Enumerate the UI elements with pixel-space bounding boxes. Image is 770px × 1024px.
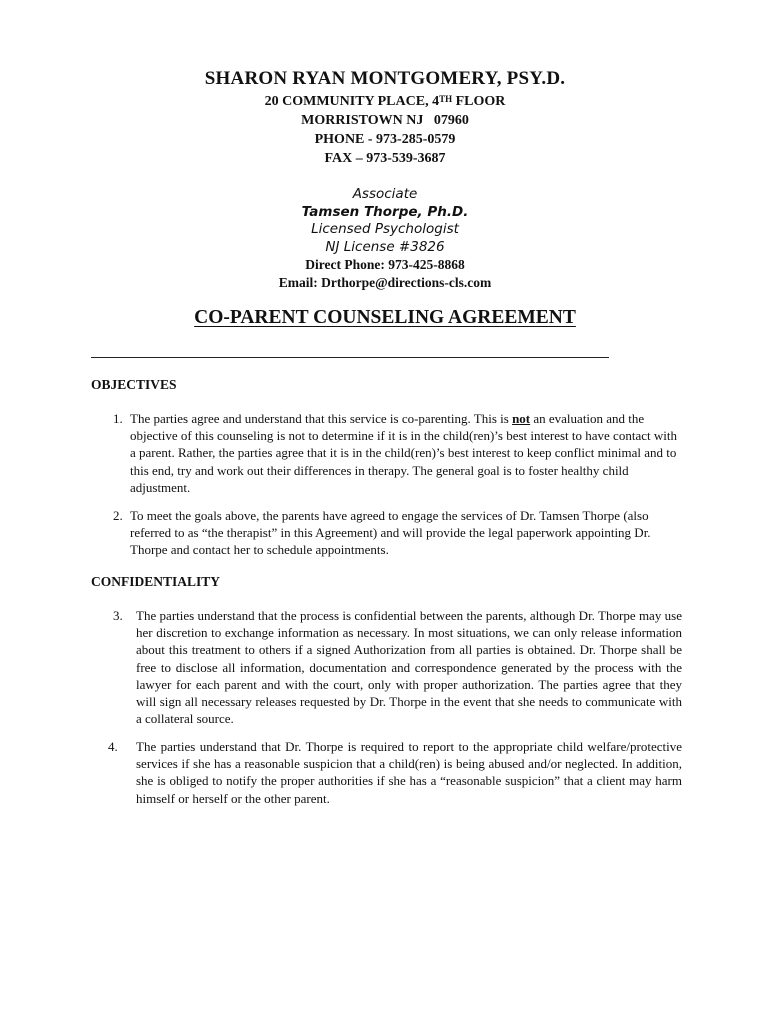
agreement-item-2 (113, 507, 683, 559)
associate-email: Email: Drthorpe@directions-cls.com (278, 274, 492, 290)
agreement-item-4 (108, 738, 682, 808)
address-line (0, 92, 770, 111)
item-text-pre: The parties agree and understand that this service is co-parenting. This is (130, 411, 513, 426)
agreement-item-3 (113, 607, 682, 727)
letterhead (0, 66, 770, 168)
item-text-emphasis: not (512, 411, 531, 426)
item-text-post: an evaluation and the objective of this counseling is not to determine if it is in the child(ren)’s best interest to have contact with a parent. Rather, the parties agree that it is in the child(ren)’s best interest to keep conflict minimal and to this end, try and work out their differences in therapy. The general goal is to foster healthy child adjustment. (130, 411, 677, 495)
item-number: 2. (113, 508, 123, 523)
agreement-item-1 (113, 410, 683, 496)
item-number: 4. (108, 739, 118, 754)
phone-line: PHONE - 973-285-0579 (314, 132, 456, 147)
address-superscript: TH (439, 94, 453, 104)
associate-block (0, 186, 770, 291)
item-text: The parties understand that the process is confidential between the parents, although Dr. Thorpe may use her discretion to exchange information as necessary. In most situations, we can only release information about this treatment to others if a signed Authorization from all parties is obtained. Dr. Thorpe shall be free to disclose all information, documentation and correspondence generated by the process with the lawyer for each parent and with the court, only with proper authorization. The parties agree that they will sign all necessary releases requested by Dr. Thorpe in the event that she needs to communicate with a collateral source. (136, 608, 682, 727)
document-title: CO-PARENT COUNSELING AGREEMENT (194, 307, 576, 328)
item-number: 1. (113, 411, 123, 426)
item-text: The parties understand that Dr. Thorpe is required to report to the appropriate child welfare/protective services if she has a reasonable suspicion that a child(ren) is being abused and/or neglected. In addition, she is obliged to notify the proper authorities if she has a “reasonable suspicion” that a client may harm himself or herself or the other parent. (136, 739, 682, 806)
associate-direct-phone: Direct Phone: 973-425-8868 (305, 257, 465, 272)
associate-license: NJ License #3826 (325, 238, 445, 255)
confidentiality-heading: CONFIDENTIALITY (91, 574, 221, 589)
horizontal-rule (91, 357, 609, 358)
associate-name: Tamsen Thorpe, Ph.D. (301, 203, 469, 220)
item-text (130, 410, 683, 496)
item-text: To meet the goals above, the parents have agreed to engage the services of Dr. Tamsen Thorpe (also referred to as “the therapist” in this Agreement) and will provide the legal paperwork appointing Dr. Thorpe and contact her to schedule appointments. (130, 508, 651, 558)
fax-line: FAX – 973-539-3687 (324, 151, 446, 166)
practitioner-name: SHARON RYAN MONTGOMERY, PSY.D. (204, 68, 566, 89)
item-number: 3. (113, 608, 123, 623)
address-suffix: FLOOR (452, 94, 506, 109)
associate-title: Licensed Psychologist (311, 221, 459, 237)
objectives-heading: OBJECTIVES (91, 377, 177, 392)
associate-label: Associate (352, 186, 418, 202)
city-line: MORRISTOWN NJ 07960 (301, 113, 469, 128)
address-prefix: 20 COMMUNITY PLACE, 4 (264, 94, 440, 109)
